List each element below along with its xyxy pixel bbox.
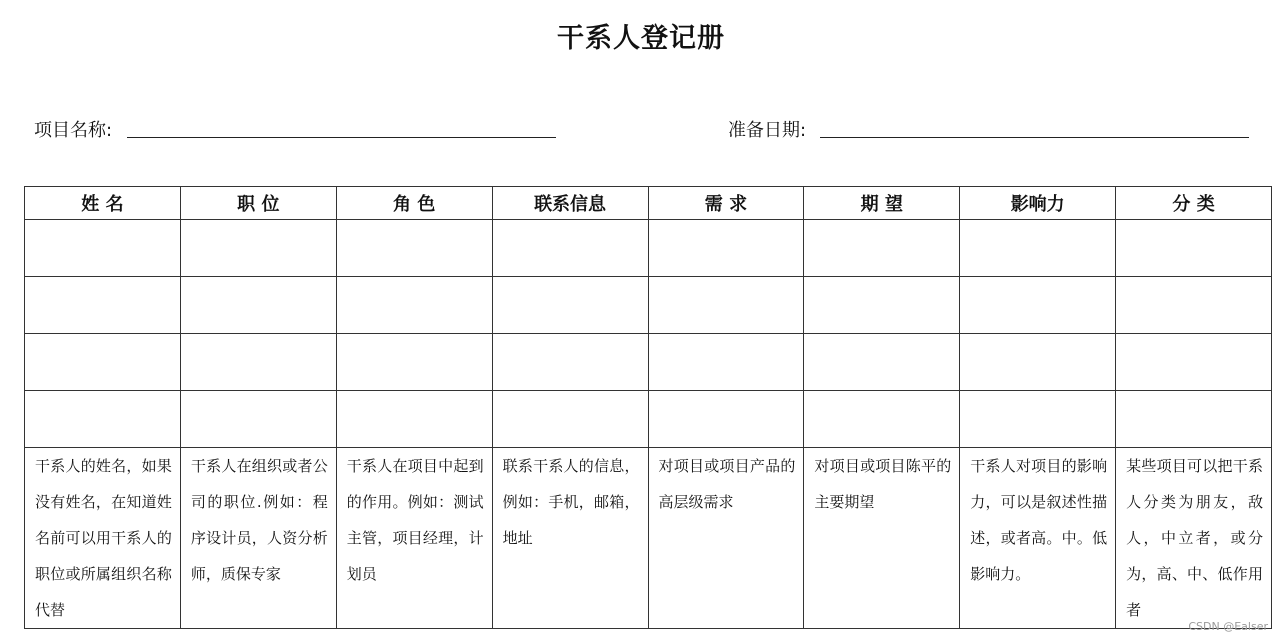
empty-cell — [1116, 220, 1272, 277]
empty-cell — [960, 277, 1116, 334]
header-position: 职 位 — [180, 187, 336, 220]
empty-cell — [1116, 391, 1272, 448]
expectations-description: 对项目或项目陈平的主要期望 — [804, 448, 960, 629]
empty-cell — [180, 220, 336, 277]
name-description: 干系人的姓名，如果没有姓名，在知道姓名前可以用干系人的职位或所属组织名称代替 — [25, 448, 181, 629]
empty-cell — [1116, 334, 1272, 391]
project-name-label: 项目名称: — [34, 120, 113, 141]
prepare-date-blank-line — [820, 137, 1249, 138]
table-header-row — [25, 187, 1272, 220]
watermark: CSDN @Ealser — [1188, 620, 1268, 633]
empty-cell — [336, 220, 492, 277]
header-expectations: 期 望 — [804, 187, 960, 220]
empty-cell — [648, 277, 804, 334]
empty-cell — [960, 391, 1116, 448]
stakeholder-register-table — [24, 186, 1272, 629]
empty-cell — [1116, 277, 1272, 334]
empty-cell — [336, 391, 492, 448]
position-description: 干系人在组织或者公司的职位.例如：程序设计员，人资分析师，质保专家 — [180, 448, 336, 629]
prepare-date-field — [728, 116, 806, 142]
header-influence: 影响力 — [960, 187, 1116, 220]
header-requirements: 需 求 — [648, 187, 804, 220]
empty-cell — [492, 334, 648, 391]
empty-cell — [804, 334, 960, 391]
empty-cell — [648, 334, 804, 391]
empty-cell — [960, 220, 1116, 277]
empty-cell — [25, 277, 181, 334]
role-description: 干系人在项目中起到的作用。例如：测试主管，项目经理，计划员 — [336, 448, 492, 629]
empty-cell — [492, 220, 648, 277]
empty-cell — [25, 220, 181, 277]
header-role: 角 色 — [336, 187, 492, 220]
table-row — [25, 334, 1272, 391]
empty-cell — [25, 391, 181, 448]
header-classification: 分 类 — [1116, 187, 1272, 220]
table-row — [25, 391, 1272, 448]
project-name-field — [34, 116, 112, 142]
prepare-date-label: 准备日期: — [728, 120, 807, 141]
empty-cell — [25, 334, 181, 391]
empty-cell — [804, 391, 960, 448]
empty-cell — [960, 334, 1116, 391]
requirements-description: 对项目或项目产品的高层级需求 — [648, 448, 804, 629]
document-title: 干系人登记册 — [557, 23, 725, 54]
header-contact: 联系信息 — [492, 187, 648, 220]
table-row — [25, 277, 1272, 334]
table-row — [25, 220, 1272, 277]
empty-cell — [180, 334, 336, 391]
empty-cell — [492, 391, 648, 448]
empty-cell — [648, 391, 804, 448]
empty-cell — [336, 277, 492, 334]
influence-description: 干系人对项目的影响力，可以是叙述性描述，或者高。中。低影响力。 — [960, 448, 1116, 629]
empty-cell — [804, 220, 960, 277]
empty-cell — [804, 277, 960, 334]
header-name: 姓 名 — [25, 187, 181, 220]
empty-cell — [648, 220, 804, 277]
classification-description: 某些项目可以把干系人分类为朋友，敌人，中立者，或分为，高、中、低作用者 — [1116, 448, 1272, 629]
project-name-blank-line — [127, 137, 556, 138]
empty-cell — [180, 277, 336, 334]
empty-cell — [492, 277, 648, 334]
description-row — [25, 448, 1272, 629]
contact-description: 联系干系人的信息，例如：手机，邮箱，地址 — [492, 448, 648, 629]
empty-cell — [180, 391, 336, 448]
empty-cell — [336, 334, 492, 391]
